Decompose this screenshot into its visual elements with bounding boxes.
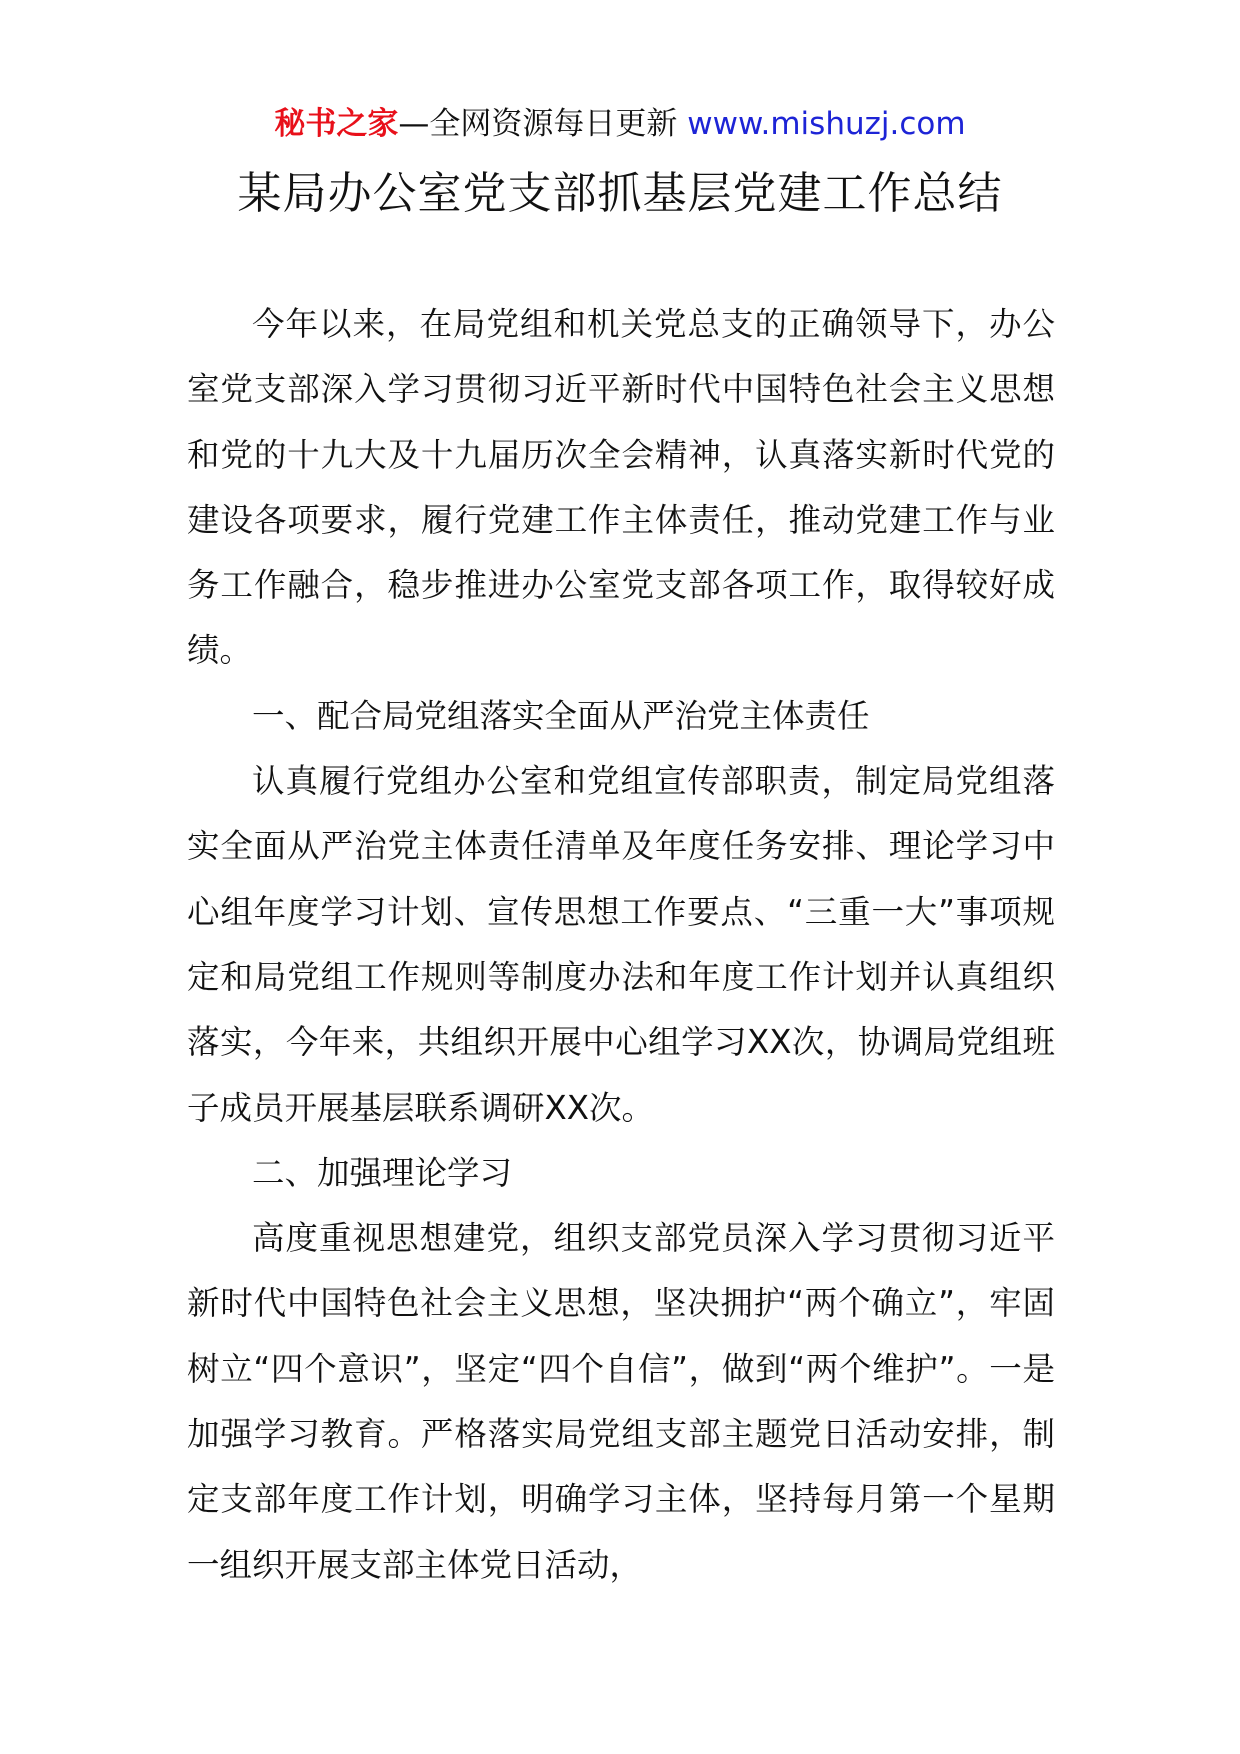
paragraph-section-2: 高度重视思想建党，组织支部党员深入学习贯彻习近平新时代中国特色社会主义思想，坚决拥护“两个确立”，牢固树立“四个意识”，坚定“四个自信”，做到“两个维护”。一是加强学习教育。严格落实局党组支部主题党日活动安排，制定支部年度工作计划，明确学习主体，坚持每月第一个星期一组织开展支部主体党日活动， — [187, 1219, 1055, 1584]
site-banner — [0, 102, 1240, 146]
section-heading-2: 二、加强理论学习 — [252, 1153, 513, 1192]
site-brand: 秘书之家 — [274, 106, 399, 142]
document-body — [187, 292, 1055, 1598]
site-url-link[interactable]: www.mishuzj.com — [687, 106, 966, 142]
site-slogan: —全网资源每日更新 — [398, 106, 678, 142]
document-title: 某局办公室党支部抓基层党建工作总结 — [237, 168, 1003, 219]
paragraph-section-1: 认真履行党组办公室和党组宣传部职责，制定局党组落实全面从严治党主体责任清单及年度任务安排、理论学习中心组年度学习计划、宣传思想工作要点、“三重一大”事项规定和局党组工作规则等制度办法和年度工作计划并认真组织落实，今年来，共组织开展中心组学习XX次，协调局党组班子成员开展基层联系调研XX次。 — [187, 762, 1055, 1127]
section-heading-1: 一、配合局党组落实全面从严治党主体责任 — [252, 696, 870, 735]
paragraph-intro: 今年以来，在局党组和机关党总支的正确领导下，办公室党支部深入学习贯彻习近平新时代中国特色社会主义思想和党的十九大及十九届历次全会精神，认真落实新时代党的建设各项要求，履行党建工作主体责任，推动党建工作与业务工作融合，稳步推进办公室党支部各项工作，取得较好成绩。 — [187, 305, 1055, 670]
